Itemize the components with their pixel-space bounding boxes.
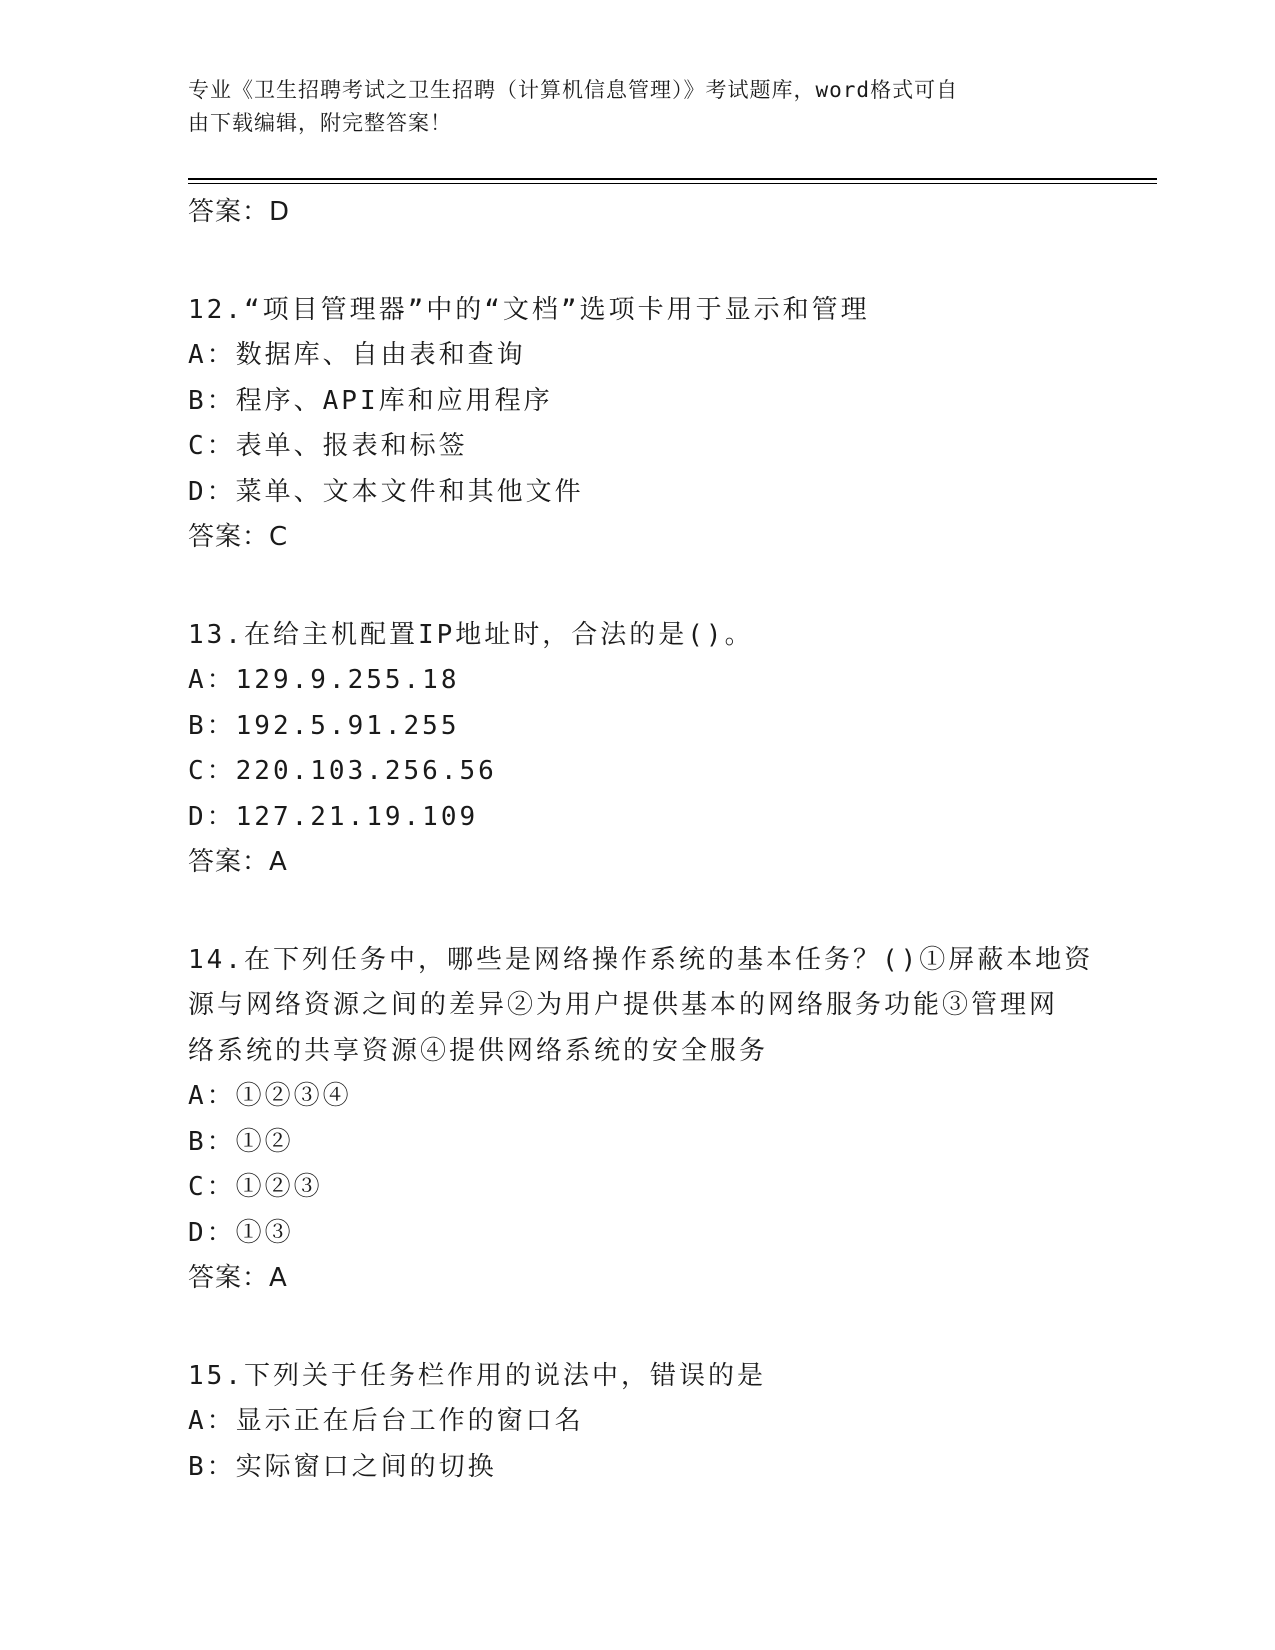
question-14 — [188, 938, 1094, 1302]
spacer — [188, 1302, 1088, 1354]
question-stem-line-3: 络系统的共享资源④提供网络系统的安全服务 — [188, 1035, 769, 1066]
option-d: D：①③ — [188, 1217, 294, 1248]
answer: 答案：C — [188, 522, 289, 552]
option-b: B：192.5.91.255 — [188, 710, 460, 741]
spacer — [188, 236, 1088, 288]
question-stem: 13.在给主机配置IP地址时，合法的是()。 — [188, 619, 754, 650]
question-12 — [188, 288, 1088, 561]
spacer — [188, 561, 1088, 613]
document-header — [188, 74, 1088, 140]
option-b: B：①② — [188, 1126, 294, 1157]
question-15 — [188, 1354, 1088, 1491]
question-stem: 15.下列关于任务栏作用的说法中，错误的是 — [188, 1360, 766, 1391]
answer: 答案：A — [188, 847, 288, 877]
option-c: C：表单、报表和标签 — [188, 431, 468, 461]
option-b: B：程序、API库和应用程序 — [188, 385, 553, 416]
option-a: A：显示正在后台工作的窗口名 — [188, 1406, 584, 1436]
question-13 — [188, 613, 1088, 886]
question-stem-line-2: 源与网络资源之间的差异②为用户提供基本的网络服务功能③管理网 — [188, 990, 1059, 1020]
header-divider-thick — [188, 178, 1157, 180]
option-a: A：①②③④ — [188, 1081, 352, 1111]
question-stem: 12.“项目管理器”中的“文档”选项卡用于显示和管理 — [188, 294, 870, 325]
option-c: C：220.103.256.56 — [188, 756, 497, 786]
option-b: B：实际窗口之间的切换 — [188, 1451, 497, 1482]
option-c: C：①②③ — [188, 1172, 323, 1202]
header-line-1: 专业《卫生招聘考试之卫生招聘（计算机信息管理）》考试题库，word格式可自 — [188, 78, 959, 102]
header-line-2: 由下载编辑，附完整答案！ — [188, 111, 452, 135]
option-a: A：129.9.255.18 — [188, 665, 460, 695]
question-stem-line-1: 14.在下列任务中，哪些是网络操作系统的基本任务？()①屏蔽本地资 — [188, 944, 1094, 975]
option-d: D：127.21.19.109 — [188, 801, 479, 832]
spacer — [188, 886, 1088, 938]
option-a: A：数据库、自由表和查询 — [188, 340, 526, 370]
header-divider-thin — [188, 183, 1157, 184]
answer: 答案：A — [188, 1263, 288, 1293]
previous-answer: 答案：D — [188, 197, 291, 227]
question-list — [188, 190, 1094, 1490]
option-d: D：菜单、文本文件和其他文件 — [188, 476, 584, 507]
